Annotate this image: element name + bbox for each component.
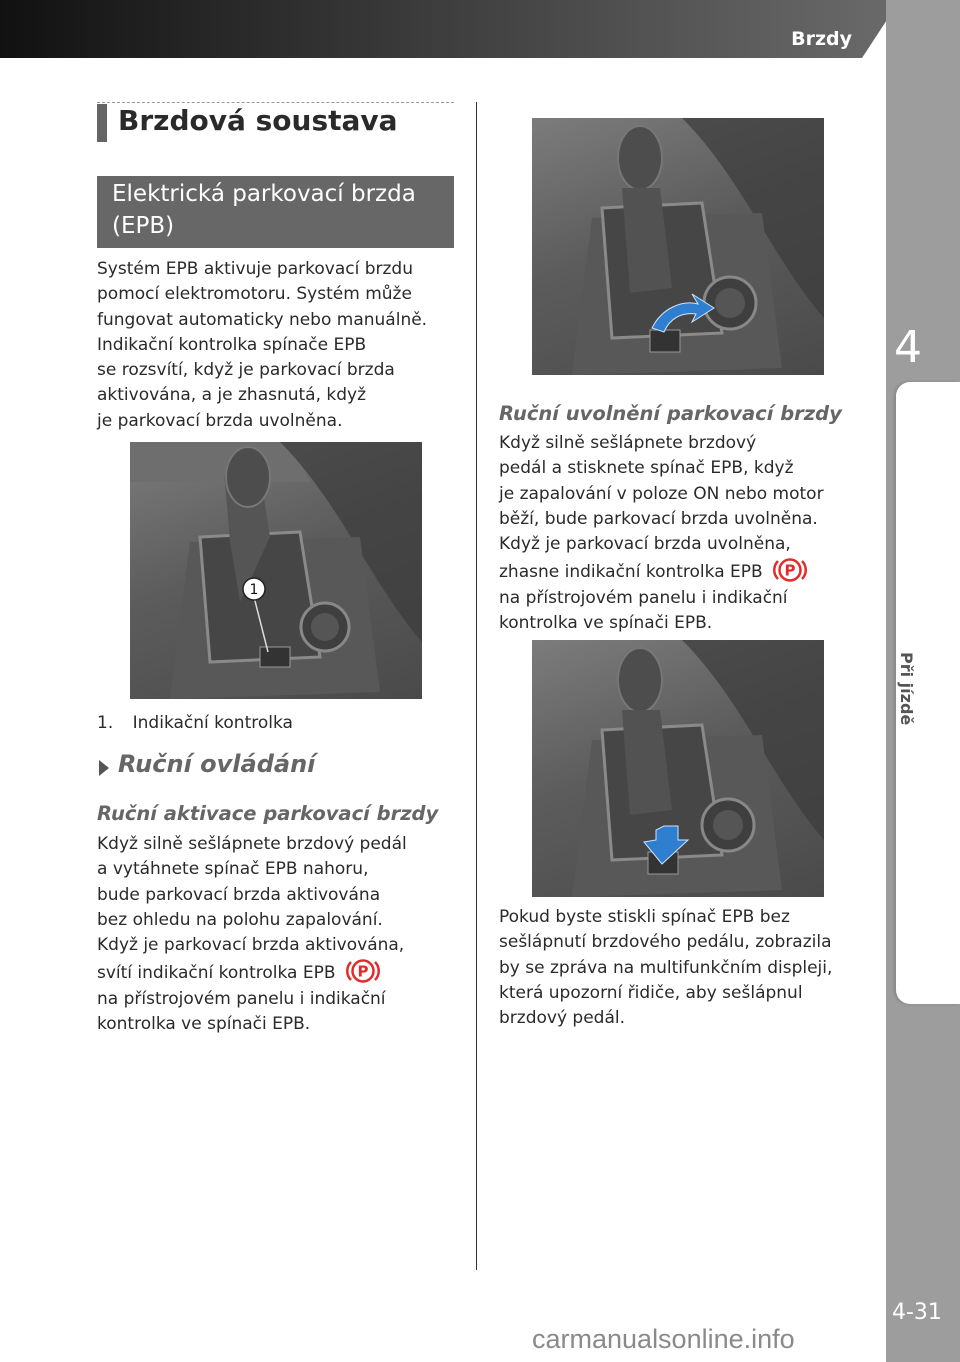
text-line: Pokud byste stiskli spínač EPB bez <box>499 907 790 927</box>
epb-warning-icon <box>345 958 381 984</box>
subsection-title: Elektrická parkovací brzda (EPB) <box>112 181 416 239</box>
epb-pull-figure <box>532 118 824 375</box>
caption-number: 1. <box>97 713 114 733</box>
column-divider <box>476 102 477 1270</box>
text-line: Indikační kontrolka spínače EPB <box>97 334 367 355</box>
text-line: je zapalování v poloze ON nebo motor <box>499 483 824 504</box>
text-line: se rozsvítí, když je parkovací brzda <box>97 360 395 381</box>
section-title: Brzdová soustava <box>118 104 398 137</box>
text-line: bude parkovací brzda aktivována <box>97 884 381 905</box>
epb-warning-icon <box>772 557 808 583</box>
chapter-tab-label: Při jízdě <box>897 652 916 726</box>
release-paragraph <box>499 431 869 636</box>
text-line: aktivována, a je zhasnutá, když <box>97 385 367 406</box>
text-line-part: svítí indikační kontrolka EPB <box>97 963 336 984</box>
caption-text: Indikační kontrolka <box>132 713 293 733</box>
text-line: Když je parkovací brzda uvolněna, <box>499 534 791 555</box>
text-line: běží, bude parkovací brzda uvolněna. <box>499 508 818 529</box>
manual-heading: Ruční ovládání <box>118 750 316 778</box>
text-line: kontrolka ve spínači EPB. <box>97 1014 311 1035</box>
text-line: brzdový pedál. <box>499 1008 626 1029</box>
chapter-number: 4 <box>894 322 922 373</box>
header-title: Brzdy <box>791 28 852 50</box>
intro-paragraph <box>97 257 457 434</box>
text-line <box>499 557 869 585</box>
text-line: Když je parkovací brzda aktivována, <box>97 935 405 956</box>
text-line: je parkovací brzda uvolněna. <box>97 410 343 431</box>
epb-icon-letter: P <box>784 561 796 580</box>
text-line: pedál a stisknete spínač EPB, když <box>499 458 794 479</box>
epb-indicator-figure <box>130 442 422 699</box>
heading-bullet-icon <box>97 758 111 778</box>
text-line: bez ohledu na polohu zapalování. <box>97 909 383 930</box>
text-line: pomocí elektromotoru. Systém může <box>97 284 412 305</box>
text-line: Když silně sešlápnete brzdový pedál <box>97 834 407 854</box>
note-paragraph <box>499 905 869 1031</box>
text-line: a vytáhnete spínač EPB nahoru, <box>97 859 369 880</box>
text-line: Když silně sešlápnete brzdový <box>499 433 757 453</box>
text-line: která upozorní řidiče, aby sešlápnul <box>499 982 803 1003</box>
page-number: 4-31 <box>892 1300 942 1325</box>
section-accent-bar <box>97 104 107 142</box>
text-line: fungovat automaticky nebo manuálně. <box>97 309 428 330</box>
watermark: carmanualsonline.info <box>532 1324 795 1354</box>
text-line-part: zhasne indikační kontrolka EPB <box>499 562 763 583</box>
text-line: kontrolka ve spínači EPB. <box>499 613 713 634</box>
text-line <box>97 958 457 986</box>
activate-heading: Ruční aktivace parkovací brzdy <box>97 802 439 825</box>
text-line: sešlápnutí brzdového pedálu, zobrazila <box>499 932 832 953</box>
epb-push-figure <box>532 640 824 897</box>
text-line: na přístrojovém panelu i indikační <box>499 587 788 608</box>
callout-number: 1 <box>249 582 259 598</box>
figure-caption <box>97 711 457 736</box>
header-bar <box>0 0 900 58</box>
text-line: by se zpráva na multifunkčním displeji, <box>499 957 833 978</box>
text-line: na přístrojovém panelu i indikační <box>97 988 386 1009</box>
release-heading: Ruční uvolnění parkovací brzdy <box>499 402 842 425</box>
text-line: Systém EPB aktivuje parkovací brzdu <box>97 259 413 279</box>
epb-icon-letter: P <box>357 962 369 981</box>
activate-paragraph <box>97 832 457 1037</box>
